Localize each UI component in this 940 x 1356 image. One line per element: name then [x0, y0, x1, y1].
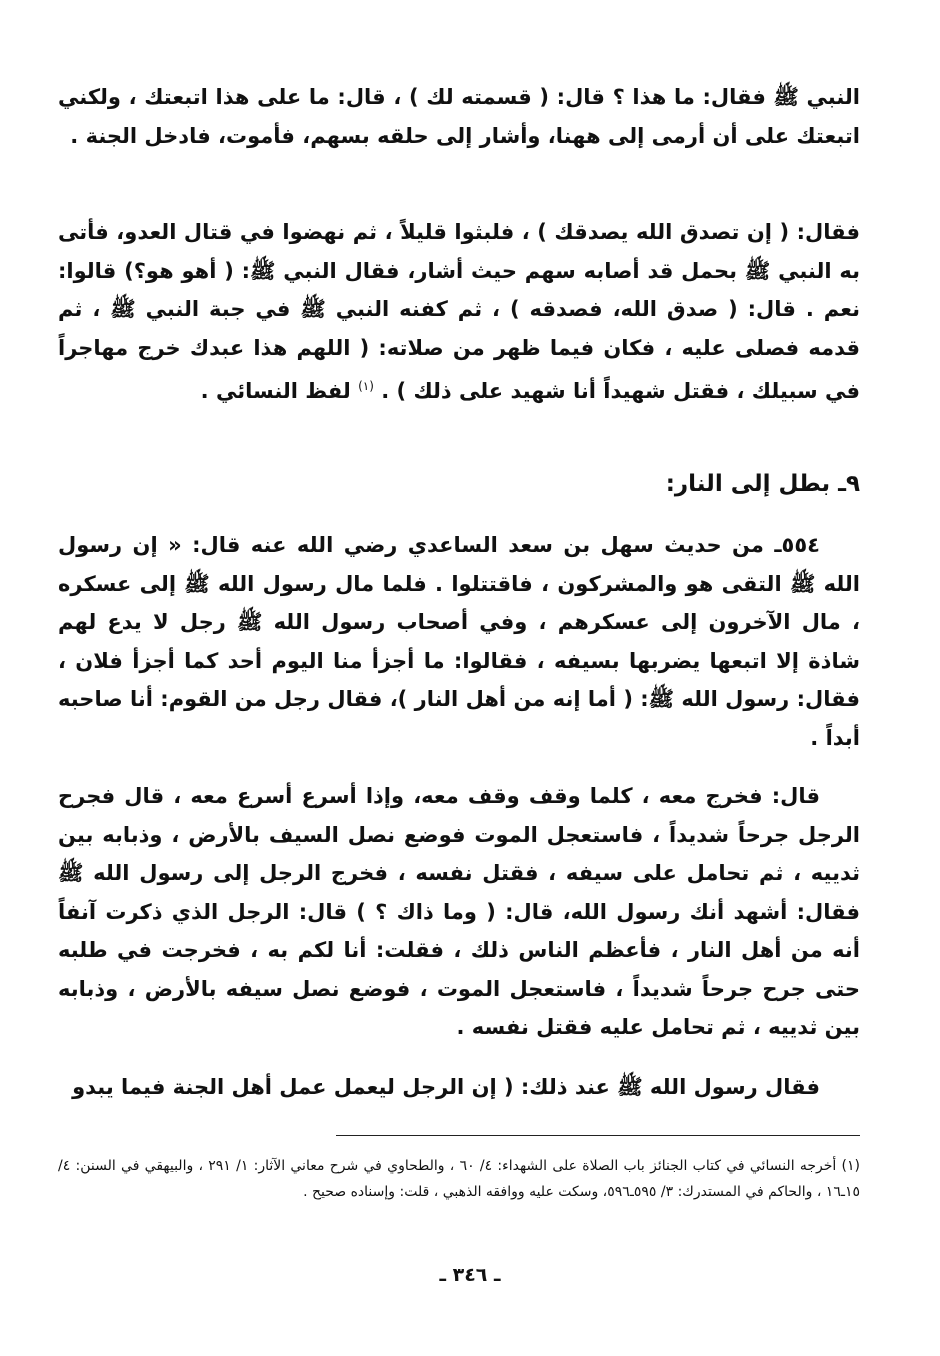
paragraph-hadith-554: ٥٥٤ـ من حديث سهل بن سعد الساعدي رضي الله عنه قال: « إن رسول الله ﷺ التقى هو والمشركون ، فاقتتلوا . فلما مال رسول الله ﷺ إلى عسكره ، مال الآخرون إلى عسكرهم ، وفي أصحاب رسول الله ﷺ رجل لا يدع لهم شاذة إلا اتبعها يضربها بسيفه ، فقالوا: ما أجزأ منا اليوم أحد كما أجزأ فلان ، فقال: رسول الله ﷺ: ( أما إنه من أهل النار )، فقال رجل من القوم: أنا صاحبه أبداً .: [58, 533, 860, 750]
paragraph-2-text: فقال: ( إن تصدق الله يصدقك ) ، فلبثوا قليلاً ، ثم نهضوا في قتال العدو، فأتى به النبي ﷺ بحمل قد أصابه سهم حيث أشار، فقال النبي ﷺ: ( أهو هو؟) قالوا: نعم . قال: ( صدق الله، فصدقه ) ، ثم كفنه النبي ﷺ في جبة النبي ﷺ ، ثم قدمه فصلى عليه ، فكان فيما ظهر من صلاته: ( اللهم هذا عبدك خرج مهاجراً في سبيلك ، فقتل شهيداً أنا شهيد على ذلك ) .: [58, 220, 860, 403]
paragraph-4: قال: فخرج معه ، كلما وقف وقف معه، وإذا أسرع أسرع معه ، قال فجرح الرجل جرحاً شديداً ، فاستعجل الموت فوضع نصل السيف بالأرض ، وذبابه بين ثدييه ، ثم تحامل على سيفه ، فقتل نفسه ، فخرج الرجل إلى رسول الله ﷺ فقال: أشهد أنك رسول الله، قال: ( وما ذاك ؟ ) قال: الرجل الذي ذكرت آنفاً أنه من أهل النار ، فأعظم الناس ذلك ، فقلت: أنا لكم به ، فخرجت في طلبه حتى جرح جرحاً شديداً ، فاستعجل الموت ، فوضع نصل سيفه بالأرض ، وذبابه بين ثدييه ، ثم تحامل عليه فقتل نفسه .: [58, 784, 860, 1039]
section-heading: ٩ـ بطل إلى النار:: [665, 471, 860, 497]
paragraph-2: [58, 213, 860, 411]
footnote-text: (١) أخرجه النسائي في كتاب الجنائز باب الصلاة على الشهداء: ٤/ ٦٠ ، والطحاوي في شرح معاني الآثار: ١/ ٢٩١ ، والبيهقي في السنن: ٤/ ١٥ـ١٦ ، والحاكم في المستدرك: ٣/ ٥٩٥ـ٥٩٦، وسكت عليه ووافقه الذهبي ، قلت: وإسناده صحيح .: [58, 1158, 860, 1200]
footnote-divider: [336, 1135, 860, 1136]
page-number: ـ ٣٤٦ ـ: [439, 1264, 501, 1286]
paragraph-2-source: لفظ النسائي .: [200, 379, 351, 403]
paragraph-1: النبي ﷺ فقال: ما هذا ؟ قال: ( قسمته لك ) ، قال: ما على هذا اتبعتك ، ولكني اتبعتك على أن أرمى إلى ههنا، وأشار إلى حلقه بسهم، فأموت، فادخل الجنة .: [58, 85, 860, 148]
paragraph-5: فقال رسول الله ﷺ عند ذلك: ( إن الرجل ليعمل عمل أهل الجنة فيما يبدو: [72, 1075, 820, 1099]
footnote-reference: (١): [358, 379, 374, 393]
